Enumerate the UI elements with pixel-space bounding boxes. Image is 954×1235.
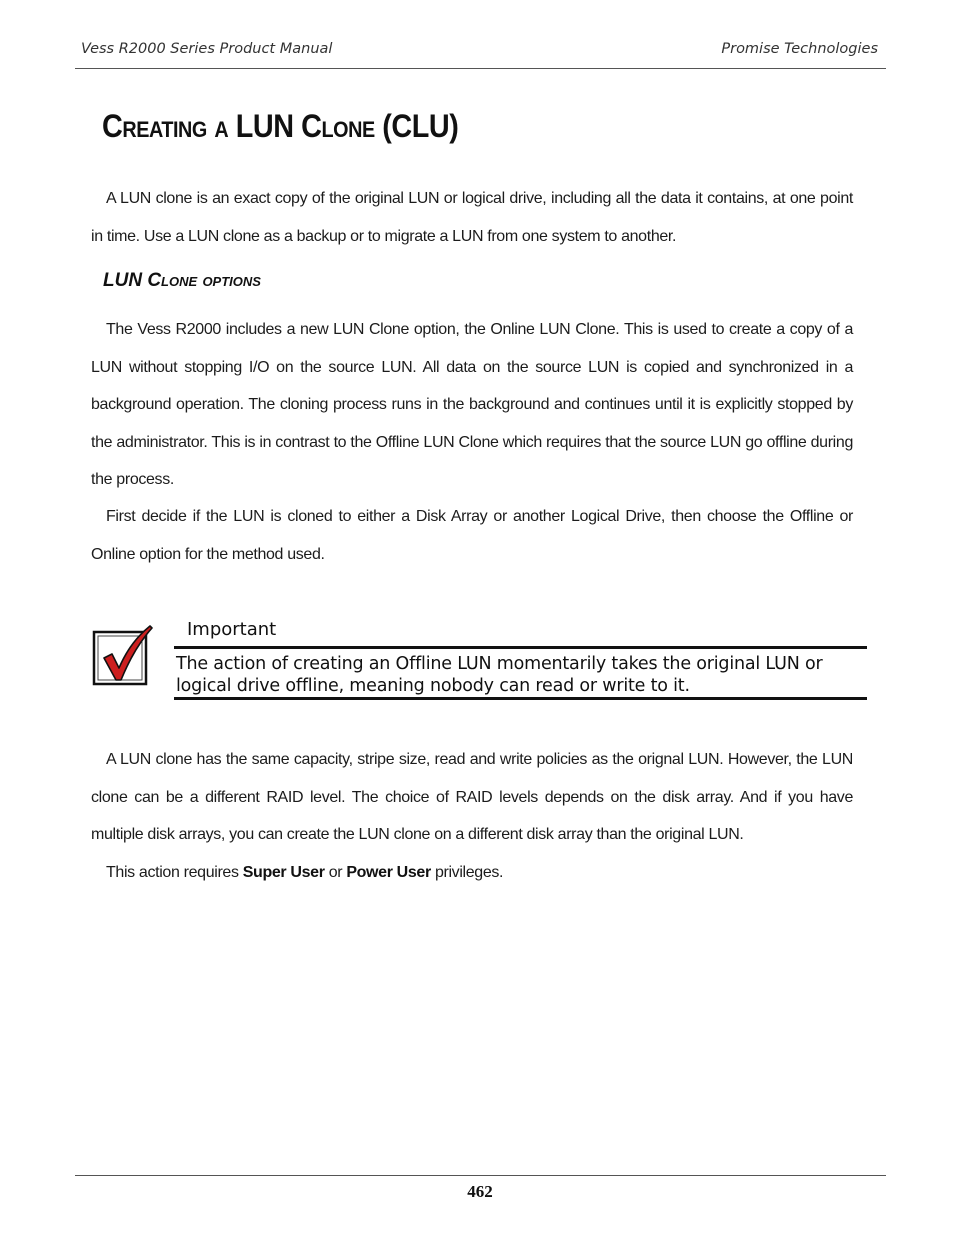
- subsection-title: LUN Clone options: [103, 270, 261, 291]
- page-number: 462: [467, 1182, 493, 1201]
- manual-title: Vess R2000 Series Product Manual: [81, 41, 333, 57]
- important-note-text: The action of creating an Offline LUN momentarily takes the original LUN or logical drive offline, meaning nobody can read or write to it.: [176, 654, 823, 696]
- privileges-prefix: This action requires: [106, 864, 243, 881]
- options-paragraph-1: The Vess R2000 includes a new LUN Clone option, the Online LUN Clone. This is used to create a copy of a LUN without stopping I/O on the source LUN. All data on the source LUN is copied and synchronized in a background operation. The cloning process runs in the background and continues until it is explicitly stopped by the administrator. This is in contrast to the Offline LUN Clone which requires that the source LUN go offline during the process.: [91, 321, 853, 488]
- company-name: Promise Technologies: [721, 41, 878, 57]
- important-label: Important: [187, 619, 277, 640]
- footer-rule: [75, 1175, 886, 1176]
- privileges-suffix: privileges.: [430, 864, 504, 881]
- super-user-role: Super User: [242, 864, 325, 881]
- note-divider-bottom: [174, 697, 867, 700]
- privileges-paragraph: [91, 854, 853, 892]
- options-paragraph-2: First decide if the LUN is cloned to either a Disk Array or another Logical Drive, then choose the Offline or Online option for the method used.: [91, 508, 853, 563]
- section-title: Creating a LUN Clone (CLU): [102, 108, 459, 144]
- intro-paragraph: A LUN clone is an exact copy of the original LUN or logical drive, including all the data it contains, at one point in time. Use a LUN clone as a backup or to migrate a LUN from one system to another.: [91, 190, 853, 245]
- checkmark-icon: [92, 624, 154, 688]
- capacity-paragraph: A LUN clone has the same capacity, stripe size, read and write policies as the orignal LUN. However, the LUN clone can be a different RAID level. The choice of RAID levels depends on the disk array. And if you have multiple disk arrays, you can create the LUN clone on a different disk array than the original LUN.: [91, 751, 853, 843]
- running-header: [75, 40, 886, 69]
- privileges-joiner: or: [324, 864, 347, 881]
- power-user-role: Power User: [346, 864, 431, 881]
- note-divider-top: [174, 646, 867, 649]
